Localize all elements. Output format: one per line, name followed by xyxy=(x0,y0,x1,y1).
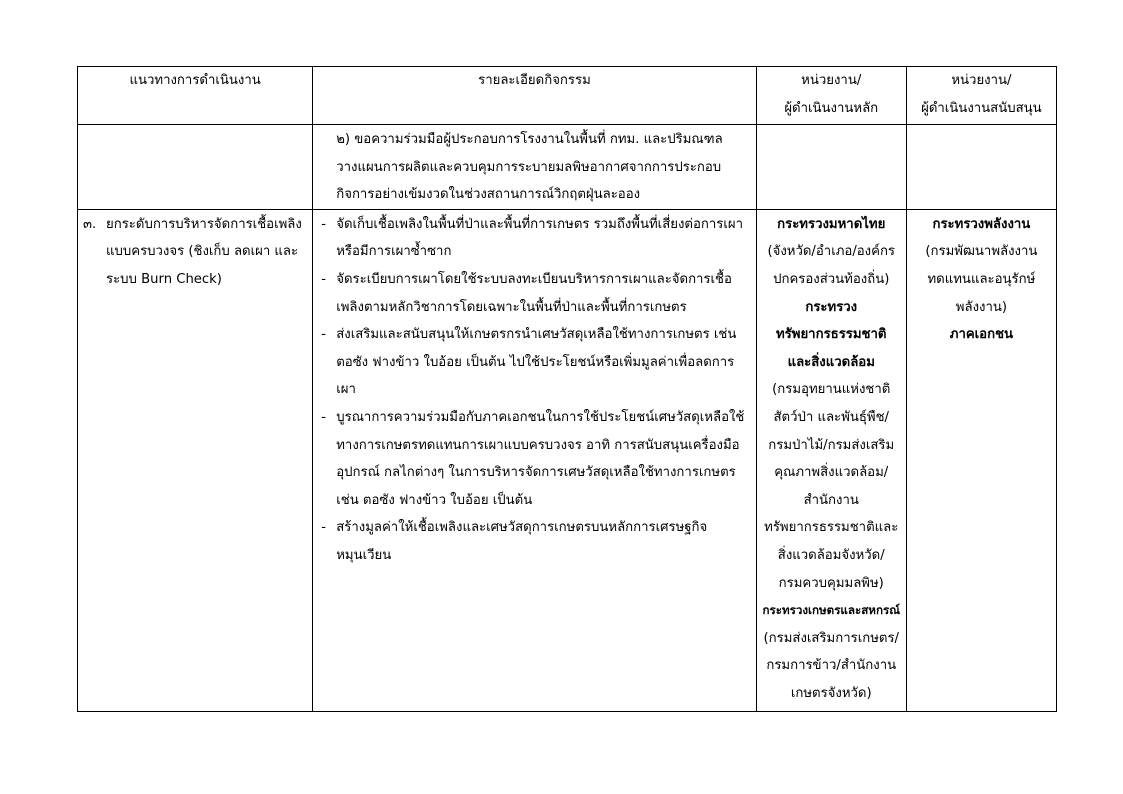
header-support-agency-line: ผู้ดำเนินงานสนับสนุน xyxy=(921,100,1042,116)
bullet-dash: - xyxy=(321,271,326,287)
item-number: ๓. xyxy=(83,216,97,232)
bullet-text: บูรณาการความร่วมมือกับภาคเอกชนในการใช้ประโยชน์เศษวัสดุเหลือใช้ทางการเกษตรทดแทนการเผาแบบครบวงจร อาทิ การสนับสนุนเครื่องมืออุปกรณ์ กลไกต่างๆ ในการบริหารจัดการเศษวัสดุเหลือใช้ทางการเกษตร เช่น ตอซัง ฟางข้าว ใบอ้อย เป็นต้น xyxy=(336,409,745,508)
cell-empty xyxy=(906,125,1056,210)
item-title: ยกระดับการบริหารจัดการเชื้อเพลิงแบบครบวงจร (ชิงเก็บ ลดเผา และระบบ Burn Check) xyxy=(106,216,302,287)
bullet-text: จัดระเบียบการเผาโดยใช้ระบบลงทะเบียนบริหารการเผาและจัดการเชื้อเพลิงตามหลักวิชาการโดยเฉพาะในพื้นที่ป่าและพื้นที่การเกษตร xyxy=(336,271,732,315)
main-agency-list xyxy=(757,210,906,708)
support-agency-line: ทดแทนและอนุรักษ์ xyxy=(927,271,1036,287)
main-agency-line: และสิ่งแวดล้อม xyxy=(787,354,875,370)
main-agency-line: ปกครองส่วนท้องถิ่น) xyxy=(773,271,890,287)
bullet-text: ส่งเสริมและสนับสนุนให้เกษตรกรนำเศษวัสดุเหลือใช้ทางการเกษตร เช่น ตอซัง ฟางข้าว ใบอ้อย เป็นต้น ไปใช้ประโยชน์หรือเพิ่มมูลค่าเพื่อลดการเผา xyxy=(336,327,737,398)
activity-bullet-item xyxy=(321,211,753,266)
main-agency-line: สัตว์ป่า และพันธุ์พืช/ xyxy=(773,409,889,425)
main-agency-line: (กรมอุทยานแห่งชาติ xyxy=(772,382,891,398)
bullet-dash: - xyxy=(321,520,326,536)
main-agency-line: สำนักงาน xyxy=(803,492,859,508)
main-agency-line: กรมควบคุมมลพิษ) xyxy=(778,575,884,591)
main-agency-line: กระทรวงเกษตรและสหกรณ์ xyxy=(762,603,900,618)
header-main-agency-line: หน่วยงาน/ xyxy=(801,73,862,88)
header-support-agency-line: หน่วยงาน/ xyxy=(951,73,1012,88)
main-agency-line: ทรัพยากรธรรมชาติ xyxy=(775,327,887,343)
bullet-text: จัดเก็บเชื้อเพลิงในพื้นที่ป่าและพื้นที่การเกษตร รวมถึงพื้นที่เสี่ยงต่อการเผาหรือมีการเผาซ้ำซาก xyxy=(336,216,744,260)
header-main-agency-line: ผู้ดำเนินงานหลัก xyxy=(784,100,879,116)
table-header-row xyxy=(78,67,1057,125)
cell-empty xyxy=(756,125,906,210)
main-agency-line: (จังหวัด/อำเภอ/องค์กร xyxy=(767,244,896,260)
bullet-text: สร้างมูลค่าให้เชื้อเพลิงและเศษวัสดุการเกษตรบนหลักการเศรษฐกิจหมุนเวียน xyxy=(336,520,708,563)
support-agency-line: พลังงาน) xyxy=(955,299,1008,315)
bullet-dash: - xyxy=(321,216,326,232)
table-row-continued xyxy=(78,125,1057,210)
header-activity-label: รายละเอียดกิจกรรม xyxy=(478,73,591,88)
activity-bullet-item xyxy=(321,514,753,569)
activity-table xyxy=(77,66,1057,712)
header-approach xyxy=(78,67,313,125)
activity-bullet-item xyxy=(321,266,753,321)
activity-bullet-list xyxy=(313,210,755,570)
cell-approach-item-3 xyxy=(78,209,313,711)
activity-bullet-item xyxy=(321,404,753,514)
main-agency-line: เกษตรจังหวัด) xyxy=(790,685,872,701)
main-agency-line: ทรัพยากรธรรมชาติและ xyxy=(764,520,899,536)
continued-activity-text: ๒) ขอความร่วมมือผู้ประกอบการโรงงานในพื้นที่ กทม. และปริมณฑล วางแผนการผลิตและควบคุมการระบายมลพิษอากาศจากการประกอบกิจการอย่างเข้มงวดในช่วงสถานการณ์วิกฤตฝุ่นละออง xyxy=(336,132,723,203)
support-agency-line: ภาคเอกชน xyxy=(949,327,1014,343)
main-agency-line: กระทรวง xyxy=(805,299,858,315)
header-support-agency xyxy=(906,67,1056,125)
header-activity-details xyxy=(313,67,756,125)
main-agency-line: กรมการข้าว/สำนักงาน xyxy=(766,658,897,674)
cell-main-agencies xyxy=(756,209,906,711)
support-agency-line: กระทรวงพลังงาน xyxy=(932,216,1031,232)
cell-continued-activity xyxy=(313,125,756,210)
bullet-dash: - xyxy=(321,409,326,425)
activity-bullet-item xyxy=(321,321,753,404)
main-agency-line: สิ่งแวดล้อมจังหวัด/ xyxy=(777,547,885,563)
cell-activity-item-3 xyxy=(313,209,756,711)
bullet-dash: - xyxy=(321,327,326,343)
cell-support-agencies xyxy=(906,209,1056,711)
main-agency-line: กรมป่าไม้/กรมส่งเสริม xyxy=(768,437,895,453)
support-agency-list xyxy=(907,210,1056,349)
main-agency-line: กระทรวงมหาดไทย xyxy=(777,216,886,232)
support-agency-line: (กรมพัฒนาพลังงาน xyxy=(925,244,1038,260)
main-agency-line: คุณภาพสิ่งแวดล้อม/ xyxy=(774,465,889,481)
table-row-item-3 xyxy=(78,209,1057,711)
header-approach-label: แนวทางการดำเนินงาน xyxy=(129,73,261,88)
header-main-agency xyxy=(756,67,906,125)
cell-empty xyxy=(78,125,313,210)
main-agency-line: (กรมส่งเสริมการเกษตร/ xyxy=(763,630,899,646)
